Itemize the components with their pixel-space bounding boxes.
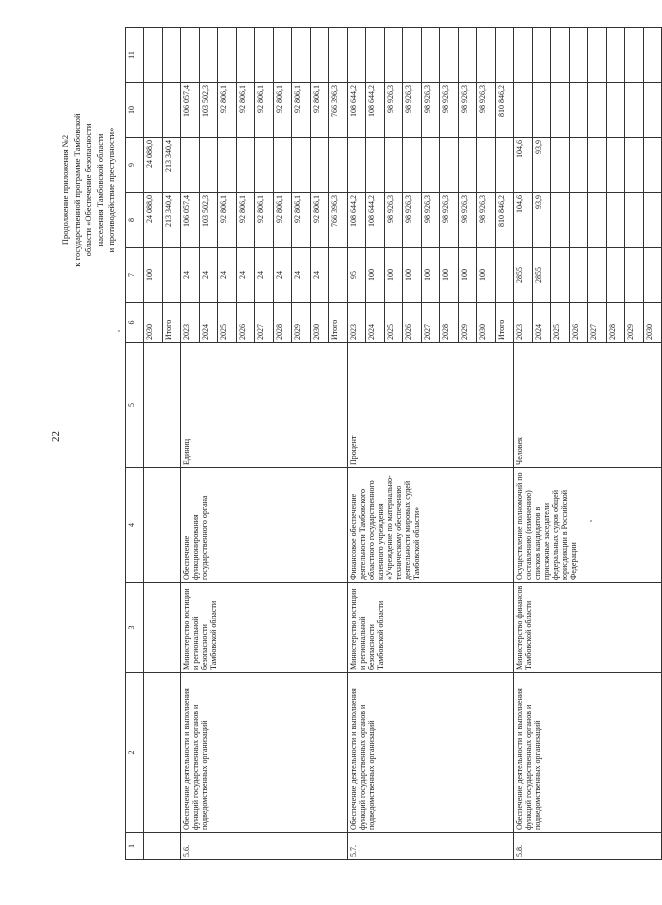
value-cell — [255, 28, 274, 83]
value-cell — [551, 28, 570, 83]
value-cell: 100 — [421, 248, 440, 303]
value-cell: 2855 — [532, 248, 551, 303]
value-cell: 98 926,3 — [403, 83, 422, 138]
value-cell — [421, 28, 440, 83]
value-cell: 108 644,2 — [366, 83, 385, 138]
unit-cell: Процент — [347, 343, 514, 468]
value-cell: 92 806,1 — [292, 83, 311, 138]
value-cell — [458, 28, 477, 83]
value-cell: 810 846,2 — [495, 193, 514, 248]
value-cell — [403, 28, 422, 83]
value-cell: 95 — [347, 248, 366, 303]
column-header: 9 — [126, 138, 144, 193]
year-cell: 2030 — [643, 303, 662, 343]
value-cell — [588, 248, 607, 303]
value-cell — [162, 83, 181, 138]
value-cell — [421, 138, 440, 193]
value-cell — [643, 28, 662, 83]
value-cell — [273, 138, 292, 193]
year-cell: 2025 — [218, 303, 237, 343]
indicator-cell — [144, 468, 181, 583]
annex-line: населения Тамбовской области — [94, 133, 105, 247]
indicator-cell: Финансовое обеспечение деятельности Тамбовского областного государственного казенного учреждения «Учреждение по материально-техническому обеспечению деятельности мировых судей Тамбовской области» — [347, 468, 514, 583]
value-cell: 106 057,4 — [181, 83, 200, 138]
value-cell: 108 644,2 — [347, 193, 366, 248]
value-cell — [384, 138, 403, 193]
responsible-org-cell: Министерство юстиции и региональной безопасности Тамбовской области — [347, 583, 514, 673]
value-cell: 108 644,2 — [347, 83, 366, 138]
value-cell: 24 088,0 — [144, 138, 163, 193]
table-row — [181, 28, 200, 860]
rotated-table-area — [125, 28, 654, 860]
value-cell: 213 340,4 — [162, 138, 181, 193]
year-cell: 2030 — [310, 303, 329, 343]
value-cell: 766 396,3 — [329, 83, 348, 138]
year-cell: 2026 — [403, 303, 422, 343]
scan-speck — [590, 520, 592, 522]
value-cell — [144, 28, 163, 83]
value-cell: 24 — [255, 248, 274, 303]
value-cell — [477, 28, 496, 83]
year-cell: 2029 — [625, 303, 644, 343]
value-cell — [569, 83, 588, 138]
value-cell: 810 846,2 — [495, 83, 514, 138]
value-cell: 98 926,3 — [440, 193, 459, 248]
value-cell: 2855 — [514, 248, 533, 303]
value-cell — [329, 138, 348, 193]
annex-line: области «Обеспечение безопасности — [83, 123, 93, 257]
indicator-cell: Осуществление полномочий по составлению (изменению) списков кандидатов в присяжные заседатели федеральных судов общей юрисдикции в Российской Федерации — [514, 468, 662, 583]
value-cell — [181, 28, 200, 83]
value-cell — [588, 193, 607, 248]
value-cell — [643, 193, 662, 248]
year-cell: 2030 — [477, 303, 496, 343]
value-cell: 106 057,4 — [181, 193, 200, 248]
year-cell: 2028 — [440, 303, 459, 343]
value-cell — [569, 193, 588, 248]
value-cell: 24 088,0 — [144, 193, 163, 248]
year-cell: 2027 — [588, 303, 607, 343]
value-cell — [625, 193, 644, 248]
value-cell: 92 806,1 — [273, 83, 292, 138]
annex-header — [60, 35, 118, 345]
value-cell — [477, 138, 496, 193]
value-cell — [329, 248, 348, 303]
value-cell — [569, 28, 588, 83]
value-cell: 213 340,4 — [162, 193, 181, 248]
column-header: 8 — [126, 193, 144, 248]
value-cell — [181, 138, 200, 193]
column-header: 11 — [126, 28, 144, 83]
value-cell — [144, 83, 163, 138]
scan-speck — [118, 330, 120, 332]
value-cell: 98 926,3 — [477, 83, 496, 138]
value-cell: 100 — [458, 248, 477, 303]
value-cell — [606, 248, 625, 303]
value-cell: 100 — [403, 248, 422, 303]
value-cell: 92 806,1 — [292, 193, 311, 248]
value-cell — [551, 83, 570, 138]
year-cell: 2029 — [292, 303, 311, 343]
year-cell: 2024 — [532, 303, 551, 343]
year-cell: 2024 — [199, 303, 218, 343]
value-cell: 92 806,1 — [236, 83, 255, 138]
value-cell: 100 — [477, 248, 496, 303]
event-name-cell: Обеспечение деятельности и выполнения функций государственных органов и подведомственных организаций — [347, 673, 514, 833]
value-cell: 92 806,1 — [236, 193, 255, 248]
unit-cell: Человек — [514, 343, 662, 468]
value-cell — [569, 138, 588, 193]
table-row — [144, 28, 163, 860]
value-cell: 93,9 — [532, 138, 551, 193]
value-cell — [236, 138, 255, 193]
column-header: 4 — [126, 468, 144, 583]
value-cell — [551, 248, 570, 303]
responsible-org-cell: Министерство финансов Тамбовской области — [514, 583, 662, 673]
column-header: 1 — [126, 833, 144, 860]
value-cell: 92 806,1 — [255, 193, 274, 248]
value-cell — [273, 28, 292, 83]
column-header: 7 — [126, 248, 144, 303]
value-cell — [162, 28, 181, 83]
value-cell: 92 806,1 — [310, 83, 329, 138]
year-cell: 2023 — [181, 303, 200, 343]
value-cell: 100 — [144, 248, 163, 303]
indicator-cell: Обеспечение функционирования государственного органа — [181, 468, 348, 583]
unit-cell: Единиц — [181, 343, 348, 468]
value-cell — [532, 28, 551, 83]
value-cell — [606, 28, 625, 83]
value-cell: 108 644,2 — [366, 193, 385, 248]
column-header: 10 — [126, 83, 144, 138]
value-cell — [403, 138, 422, 193]
value-cell: 92 806,1 — [218, 83, 237, 138]
value-cell — [606, 138, 625, 193]
event-name-cell: Обеспечение деятельности и выполнения функций государственных органов и подведомственных организаций — [514, 673, 662, 833]
value-cell: 766 396,3 — [329, 193, 348, 248]
value-cell — [162, 248, 181, 303]
value-cell — [625, 138, 644, 193]
value-cell: 98 926,3 — [440, 83, 459, 138]
value-cell — [625, 83, 644, 138]
year-cell: 2026 — [236, 303, 255, 343]
value-cell: 100 — [384, 248, 403, 303]
value-cell: 24 — [181, 248, 200, 303]
value-cell: 104,6 — [514, 193, 533, 248]
value-cell — [625, 28, 644, 83]
value-cell — [384, 28, 403, 83]
year-cell: 2030 — [144, 303, 163, 343]
value-cell — [551, 193, 570, 248]
value-cell — [310, 138, 329, 193]
value-cell: 92 806,1 — [273, 193, 292, 248]
event-name-cell: Обеспечение деятельности и выполнения функций государственных органов и подведомственных организаций — [181, 673, 348, 833]
year-cell: 2025 — [551, 303, 570, 343]
annex-line: и противодействие преступности» — [106, 127, 116, 253]
value-cell — [366, 138, 385, 193]
value-cell — [347, 138, 366, 193]
value-cell — [347, 28, 366, 83]
year-cell: 2025 — [384, 303, 403, 343]
value-cell: 100 — [440, 248, 459, 303]
responsible-org-cell — [144, 583, 181, 673]
value-cell: 98 926,3 — [421, 193, 440, 248]
value-cell: 103 502,3 — [199, 193, 218, 248]
year-cell: 2027 — [421, 303, 440, 343]
value-cell — [625, 248, 644, 303]
value-cell: 24 — [310, 248, 329, 303]
program-table — [125, 27, 662, 860]
value-cell: 92 806,1 — [255, 83, 274, 138]
value-cell — [606, 193, 625, 248]
value-cell: 104,6 — [514, 138, 533, 193]
value-cell — [458, 138, 477, 193]
value-cell — [495, 138, 514, 193]
year-cell: 2029 — [458, 303, 477, 343]
row-number-cell: 5.8. — [514, 833, 662, 860]
value-cell: 92 806,1 — [310, 193, 329, 248]
value-cell — [588, 28, 607, 83]
value-cell — [532, 83, 551, 138]
value-cell — [569, 248, 588, 303]
annex-line: Продолжение приложения №2 — [60, 134, 70, 246]
value-cell — [366, 28, 385, 83]
value-cell: 92 806,1 — [218, 193, 237, 248]
value-cell — [643, 83, 662, 138]
row-number-cell: 5.7. — [347, 833, 514, 860]
annex-line: к государственной программе Тамбовской — [71, 113, 82, 267]
responsible-org-cell: Министерство юстиции и региональной безопасности Тамбовской области — [181, 583, 348, 673]
column-header: 6 — [126, 303, 144, 343]
year-cell: 2027 — [255, 303, 274, 343]
value-cell — [199, 28, 218, 83]
value-cell: 98 926,3 — [458, 83, 477, 138]
column-header: 3 — [126, 583, 144, 673]
value-cell: 24 — [218, 248, 237, 303]
value-cell: 98 926,3 — [458, 193, 477, 248]
table-row — [347, 28, 366, 860]
year-cell: Итого — [162, 303, 181, 343]
value-cell — [551, 138, 570, 193]
value-cell: 103 502,3 — [199, 83, 218, 138]
year-cell: Итого — [495, 303, 514, 343]
column-header: 2 — [126, 673, 144, 833]
value-cell: 24 — [236, 248, 255, 303]
value-cell — [495, 248, 514, 303]
value-cell: 98 926,3 — [421, 83, 440, 138]
year-cell: 2026 — [569, 303, 588, 343]
page-number: 22 — [50, 431, 62, 442]
year-cell: Итого — [329, 303, 348, 343]
value-cell — [199, 138, 218, 193]
value-cell: 93,9 — [532, 193, 551, 248]
value-cell — [292, 138, 311, 193]
value-cell — [292, 28, 311, 83]
value-cell — [236, 28, 255, 83]
value-cell — [440, 138, 459, 193]
event-name-cell — [144, 673, 181, 833]
table-row — [514, 28, 533, 860]
value-cell: 24 — [292, 248, 311, 303]
value-cell — [514, 83, 533, 138]
value-cell: 98 926,3 — [477, 193, 496, 248]
column-header: 5 — [126, 343, 144, 468]
year-cell: 2023 — [347, 303, 366, 343]
value-cell — [218, 138, 237, 193]
value-cell: 24 — [199, 248, 218, 303]
value-cell: 100 — [366, 248, 385, 303]
value-cell — [440, 28, 459, 83]
value-cell — [643, 248, 662, 303]
year-cell: 2023 — [514, 303, 533, 343]
value-cell — [310, 28, 329, 83]
year-cell: 2028 — [273, 303, 292, 343]
value-cell — [495, 28, 514, 83]
value-cell: 98 926,3 — [384, 83, 403, 138]
row-number-cell: 5.6. — [181, 833, 348, 860]
value-cell — [588, 138, 607, 193]
value-cell — [606, 83, 625, 138]
header-row — [126, 28, 144, 860]
year-cell: 2024 — [366, 303, 385, 343]
value-cell: 98 926,3 — [384, 193, 403, 248]
row-number-cell — [144, 833, 181, 860]
value-cell: 98 926,3 — [403, 193, 422, 248]
value-cell — [218, 28, 237, 83]
value-cell — [514, 28, 533, 83]
year-cell: 2028 — [606, 303, 625, 343]
value-cell — [588, 83, 607, 138]
value-cell — [255, 138, 274, 193]
unit-cell — [144, 343, 181, 468]
value-cell — [643, 138, 662, 193]
value-cell — [329, 28, 348, 83]
value-cell: 24 — [273, 248, 292, 303]
